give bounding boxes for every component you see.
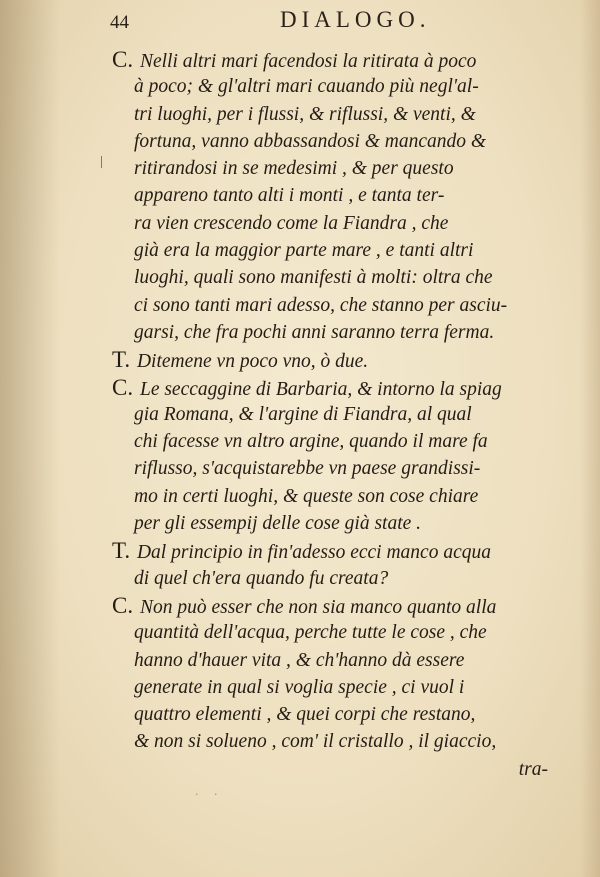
- page-edge-shadow: [580, 0, 600, 877]
- line-text: Le seccaggine di Barbaria, & intorno la spiag: [139, 378, 502, 400]
- gutter-shadow: [0, 0, 60, 877]
- text-line: ci sono tanti mari adesso, che stanno per asciu-: [134, 294, 508, 316]
- line-text: Nelli altri mari facendosi la ritirata à poco: [139, 51, 477, 72]
- text-line: di quel ch'era quando fu creata?: [134, 567, 389, 589]
- text-line: fortuna, vanno abbassandosi & mancando &: [134, 130, 487, 152]
- speaker-label: C.: [112, 374, 134, 400]
- text-line: garsi, che fra pochi anni saranno terra ferma.: [134, 321, 495, 343]
- speaker-label: C.: [112, 47, 134, 72]
- dialogue-text: [112, 46, 572, 783]
- speaker-label: T.: [112, 347, 131, 373]
- page-number: 44: [110, 12, 129, 33]
- text-line: gia Romana, & l'argine di Fiandra, al qual: [134, 403, 472, 425]
- line-text: Dal principio in fin'adesso ecci manco acqua: [136, 542, 491, 564]
- margin-mark: [101, 156, 102, 168]
- text-line: appareno tanto alti i monti , e tanta ter-: [134, 185, 445, 207]
- text-line: riflusso, s'acquistarebbe vn paese grandissi-: [134, 458, 481, 480]
- text-line: ra vien crescendo come la Fiandra , che: [134, 212, 449, 234]
- line-text: Ditemene vn poco vno, ò due.: [136, 351, 369, 373]
- text-line: luoghi, quali sono manifesti à molti: oltra che: [134, 267, 493, 289]
- text-line: [112, 46, 572, 73]
- text-line: [112, 346, 572, 373]
- text-line: [112, 537, 572, 564]
- text-line: generate in qual si voglia specie , ci vuol i: [134, 676, 465, 698]
- text-line: chi facesse vn altro argine, quando il mare fa: [134, 431, 488, 453]
- line-text: Non può esser che non sia manco quanto alla: [139, 596, 497, 618]
- text-line: quantità dell'acqua, perche tutte le cose , che: [134, 622, 487, 644]
- text-line: hanno d'hauer vita , & ch'hanno dà essere: [134, 649, 465, 671]
- text-line: mo in certi luoghi, & queste son cose chiare: [134, 485, 479, 507]
- running-head: DIALOGO.: [280, 7, 431, 32]
- text-line: [112, 592, 572, 619]
- catchword: tra-: [518, 758, 548, 780]
- text-line: quattro elementi , & quei corpi che restano,: [134, 704, 476, 726]
- text-line: [112, 374, 572, 401]
- text-line: già era la maggior parte mare , e tanti altri: [134, 240, 474, 262]
- text-line: tri luoghi, per i flussi, & riflussi, & venti, &: [134, 103, 476, 125]
- page-header: [110, 4, 550, 40]
- text-line: per gli essempij delle cose già state .: [134, 513, 422, 535]
- speaker-label: T.: [112, 538, 131, 564]
- text-line: à poco; & gl'altri mari cauando più negl'al-: [134, 76, 479, 98]
- text-line: & non si solueno , com' il cristallo , il giaccio,: [134, 731, 497, 753]
- text-line: ritirandosi in se medesimi , & per questo: [134, 158, 454, 180]
- paper-specks: · ·: [195, 788, 224, 801]
- speaker-label: C.: [112, 592, 134, 618]
